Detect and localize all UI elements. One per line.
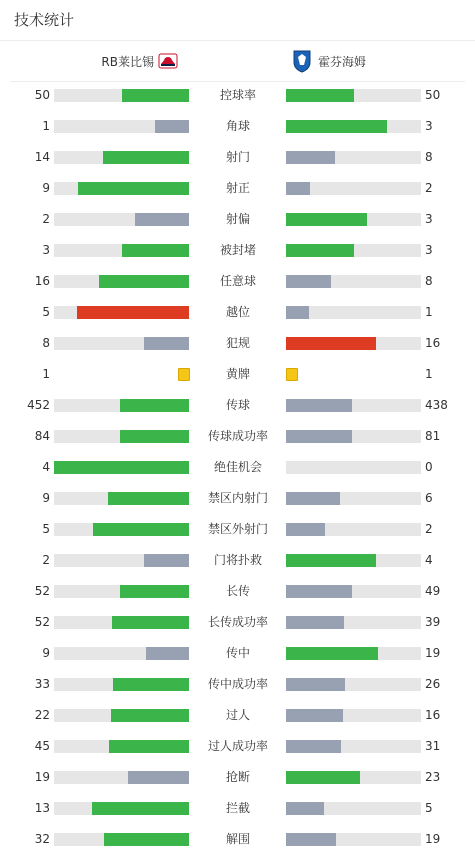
away-bar-fill bbox=[286, 802, 324, 815]
home-value: 13 bbox=[34, 801, 50, 815]
teams-header bbox=[10, 41, 465, 82]
away-bar-track bbox=[286, 523, 421, 536]
stat-row bbox=[0, 764, 475, 795]
home-bar-fill bbox=[122, 89, 190, 102]
stat-row bbox=[0, 578, 475, 609]
home-bar-fill bbox=[120, 585, 189, 598]
page-title: 技术统计 bbox=[0, 0, 475, 41]
home-bar-fill bbox=[120, 399, 189, 412]
home-bar-fill bbox=[135, 213, 189, 226]
away-value: 438 bbox=[425, 398, 448, 412]
away-bar-track bbox=[286, 399, 421, 412]
away-bar-fill bbox=[286, 647, 378, 660]
home-bar-fill bbox=[54, 461, 189, 474]
stat-label: 抢断 bbox=[225, 770, 250, 784]
away-value: 19 bbox=[425, 646, 441, 660]
home-bar-track bbox=[54, 430, 189, 443]
home-bar-fill bbox=[92, 802, 189, 815]
away-bar-fill bbox=[286, 337, 376, 350]
stat-row bbox=[0, 237, 475, 268]
stat-row bbox=[0, 82, 475, 113]
home-bar-fill bbox=[99, 275, 189, 288]
home-bar-fill bbox=[93, 523, 189, 536]
home-value: 452 bbox=[27, 398, 50, 412]
rb-leipzig-logo-icon bbox=[158, 53, 178, 69]
home-bar-fill bbox=[144, 337, 189, 350]
home-bar-track bbox=[54, 492, 189, 505]
stat-row bbox=[0, 640, 475, 671]
home-yellow-card-icon bbox=[178, 368, 190, 381]
away-value: 81 bbox=[425, 429, 441, 443]
stat-row bbox=[0, 206, 475, 237]
away-value: 16 bbox=[425, 708, 441, 722]
away-bar-track bbox=[286, 275, 421, 288]
home-value: 2 bbox=[42, 553, 50, 567]
stat-row bbox=[0, 175, 475, 206]
away-bar-track bbox=[286, 678, 421, 691]
stat-row bbox=[0, 423, 475, 454]
away-team-name: 霍芬海姆 bbox=[318, 54, 367, 69]
stat-label: 越位 bbox=[225, 305, 250, 319]
home-value: 19 bbox=[34, 770, 50, 784]
home-bar-track bbox=[54, 275, 189, 288]
away-value: 49 bbox=[425, 584, 441, 598]
home-value: 32 bbox=[34, 832, 50, 846]
stat-label: 任意球 bbox=[219, 274, 256, 288]
away-bar-track bbox=[286, 771, 421, 784]
away-bar-fill bbox=[286, 833, 336, 846]
home-value: 22 bbox=[34, 708, 50, 722]
away-bar-fill bbox=[286, 492, 340, 505]
home-bar-fill bbox=[103, 151, 189, 164]
stat-row bbox=[0, 330, 475, 361]
stat-label: 射正 bbox=[225, 181, 250, 195]
stat-label: 传球 bbox=[225, 398, 250, 412]
home-value: 16 bbox=[34, 274, 50, 288]
home-value: 84 bbox=[34, 429, 50, 443]
away-value: 3 bbox=[425, 212, 433, 226]
away-value: 8 bbox=[425, 150, 433, 164]
stat-row bbox=[0, 268, 475, 299]
home-bar-track bbox=[54, 616, 189, 629]
away-bar-fill bbox=[286, 120, 387, 133]
away-value: 1 bbox=[425, 367, 433, 381]
home-bar-track bbox=[54, 554, 189, 567]
stat-row bbox=[0, 702, 475, 733]
home-value: 5 bbox=[42, 305, 50, 319]
home-bar-track bbox=[54, 120, 189, 133]
away-bar-fill bbox=[286, 709, 343, 722]
stat-label: 传球成功率 bbox=[207, 429, 268, 443]
away-value: 2 bbox=[425, 181, 433, 195]
stat-label: 被封堵 bbox=[219, 243, 256, 257]
away-value: 50 bbox=[425, 88, 441, 102]
away-bar-track bbox=[286, 647, 421, 660]
away-bar-fill bbox=[286, 182, 310, 195]
home-bar-track bbox=[54, 647, 189, 660]
stat-label: 禁区内射门 bbox=[207, 491, 268, 505]
stat-row bbox=[0, 795, 475, 826]
stat-row bbox=[0, 361, 475, 392]
home-bar-track bbox=[54, 399, 189, 412]
home-value: 1 bbox=[42, 119, 50, 133]
away-value: 19 bbox=[425, 832, 441, 846]
away-value: 8 bbox=[425, 274, 433, 288]
stat-row bbox=[0, 299, 475, 330]
home-bar-track bbox=[54, 89, 189, 102]
away-value: 1 bbox=[425, 305, 433, 319]
stat-label: 射偏 bbox=[225, 212, 250, 226]
away-bar-fill bbox=[286, 523, 325, 536]
away-bar-track bbox=[286, 430, 421, 443]
stat-label: 长传 bbox=[225, 584, 250, 598]
home-value: 2 bbox=[42, 212, 50, 226]
away-bar-track bbox=[286, 337, 421, 350]
away-bar-fill bbox=[286, 399, 352, 412]
away-bar-fill bbox=[286, 585, 352, 598]
away-bar-track bbox=[286, 244, 421, 257]
away-bar-track bbox=[286, 120, 421, 133]
away-bar-fill bbox=[286, 430, 352, 443]
stat-label: 传中 bbox=[225, 646, 250, 660]
away-bar-fill bbox=[286, 678, 345, 691]
stat-row bbox=[0, 733, 475, 764]
home-bar-track bbox=[54, 306, 189, 319]
stat-label: 长传成功率 bbox=[207, 615, 268, 629]
away-bar-track bbox=[286, 709, 421, 722]
away-value: 2 bbox=[425, 522, 433, 536]
away-bar-track bbox=[286, 306, 421, 319]
home-bar-track bbox=[54, 461, 189, 474]
home-bar-track bbox=[54, 833, 189, 846]
away-bar-fill bbox=[286, 554, 376, 567]
home-value: 33 bbox=[34, 677, 50, 691]
stat-label: 绝佳机会 bbox=[213, 460, 262, 474]
home-bar-fill bbox=[122, 244, 190, 257]
stat-row bbox=[0, 609, 475, 640]
home-bar-fill bbox=[155, 120, 189, 133]
home-bar-fill bbox=[78, 182, 189, 195]
home-bar-track bbox=[54, 337, 189, 350]
home-bar-track bbox=[54, 244, 189, 257]
away-bar-fill bbox=[286, 244, 354, 257]
away-bar-track bbox=[286, 833, 421, 846]
away-value: 23 bbox=[425, 770, 441, 784]
stat-label: 黄牌 bbox=[225, 367, 250, 381]
stat-label: 过人 bbox=[225, 708, 250, 722]
hoffenheim-logo-icon bbox=[292, 49, 312, 73]
away-bar-fill bbox=[286, 771, 360, 784]
home-bar-track bbox=[54, 585, 189, 598]
home-value: 8 bbox=[42, 336, 50, 350]
away-value: 4 bbox=[425, 553, 433, 567]
away-value: 6 bbox=[425, 491, 433, 505]
stats-list bbox=[0, 82, 475, 857]
stat-label: 传中成功率 bbox=[207, 677, 268, 691]
home-value: 5 bbox=[42, 522, 50, 536]
away-bar-fill bbox=[286, 151, 335, 164]
stat-row bbox=[0, 113, 475, 144]
stat-label: 拦截 bbox=[225, 801, 250, 815]
away-value: 16 bbox=[425, 336, 441, 350]
home-value: 9 bbox=[42, 491, 50, 505]
stat-label: 控球率 bbox=[219, 88, 256, 102]
away-bar-fill bbox=[286, 616, 344, 629]
away-bar-track bbox=[286, 182, 421, 195]
away-yellow-card-icon bbox=[286, 368, 298, 381]
stat-row bbox=[0, 826, 475, 857]
home-bar-fill bbox=[112, 616, 189, 629]
home-value: 1 bbox=[42, 367, 50, 381]
stat-label: 解围 bbox=[225, 832, 250, 846]
home-bar-track bbox=[54, 151, 189, 164]
stat-row bbox=[0, 392, 475, 423]
home-bar-fill bbox=[77, 306, 189, 319]
away-value: 31 bbox=[425, 739, 441, 753]
home-value: 45 bbox=[34, 739, 50, 753]
home-bar-fill bbox=[111, 709, 189, 722]
home-team[interactable] bbox=[101, 41, 178, 81]
home-bar-fill bbox=[104, 833, 189, 846]
away-bar-track bbox=[286, 740, 421, 753]
away-value: 5 bbox=[425, 801, 433, 815]
stat-label: 门将扑救 bbox=[213, 553, 262, 567]
away-bar-track bbox=[286, 151, 421, 164]
stat-row bbox=[0, 144, 475, 175]
home-bar-track bbox=[54, 523, 189, 536]
home-bar-track bbox=[54, 771, 189, 784]
away-team[interactable] bbox=[292, 41, 366, 81]
home-bar-fill bbox=[120, 430, 189, 443]
away-bar-track bbox=[286, 492, 421, 505]
home-value: 52 bbox=[34, 584, 50, 598]
home-value: 52 bbox=[34, 615, 50, 629]
home-bar-fill bbox=[113, 678, 189, 691]
home-bar-fill bbox=[128, 771, 189, 784]
stat-label: 射门 bbox=[225, 150, 250, 164]
home-bar-fill bbox=[109, 740, 189, 753]
home-value: 50 bbox=[34, 88, 50, 102]
home-bar-track bbox=[54, 182, 189, 195]
home-bar-fill bbox=[108, 492, 189, 505]
home-value: 14 bbox=[34, 150, 50, 164]
home-value: 9 bbox=[42, 646, 50, 660]
stat-row bbox=[0, 547, 475, 578]
stat-label: 过人成功率 bbox=[207, 739, 268, 753]
home-bar-track bbox=[54, 740, 189, 753]
away-bar-track bbox=[286, 554, 421, 567]
away-bar-track bbox=[286, 213, 421, 226]
away-bar-track bbox=[286, 802, 421, 815]
home-bar-track bbox=[54, 213, 189, 226]
home-bar-fill bbox=[146, 647, 189, 660]
away-bar-fill bbox=[286, 213, 367, 226]
away-bar-track bbox=[286, 461, 421, 474]
stat-label: 犯规 bbox=[225, 336, 250, 350]
away-bar-track bbox=[286, 89, 421, 102]
stat-row bbox=[0, 485, 475, 516]
away-value: 39 bbox=[425, 615, 441, 629]
away-value: 3 bbox=[425, 119, 433, 133]
home-bar-track bbox=[54, 709, 189, 722]
stat-label: 角球 bbox=[225, 119, 250, 133]
home-value: 9 bbox=[42, 181, 50, 195]
away-bar-fill bbox=[286, 89, 354, 102]
stat-row bbox=[0, 516, 475, 547]
away-value: 0 bbox=[425, 460, 433, 474]
home-value: 4 bbox=[42, 460, 50, 474]
stat-row bbox=[0, 671, 475, 702]
home-bar-fill bbox=[144, 554, 189, 567]
away-bar-fill bbox=[286, 306, 309, 319]
away-bar-fill bbox=[286, 275, 331, 288]
away-bar-track bbox=[286, 585, 421, 598]
stat-label: 禁区外射门 bbox=[207, 522, 268, 536]
away-bar-fill bbox=[286, 740, 341, 753]
home-bar-track bbox=[54, 802, 189, 815]
home-team-name: RB莱比锡 bbox=[101, 54, 154, 69]
away-value: 26 bbox=[425, 677, 441, 691]
home-bar-track bbox=[54, 678, 189, 691]
stat-row bbox=[0, 454, 475, 485]
home-value: 3 bbox=[42, 243, 50, 257]
away-bar-track bbox=[286, 616, 421, 629]
away-value: 3 bbox=[425, 243, 433, 257]
